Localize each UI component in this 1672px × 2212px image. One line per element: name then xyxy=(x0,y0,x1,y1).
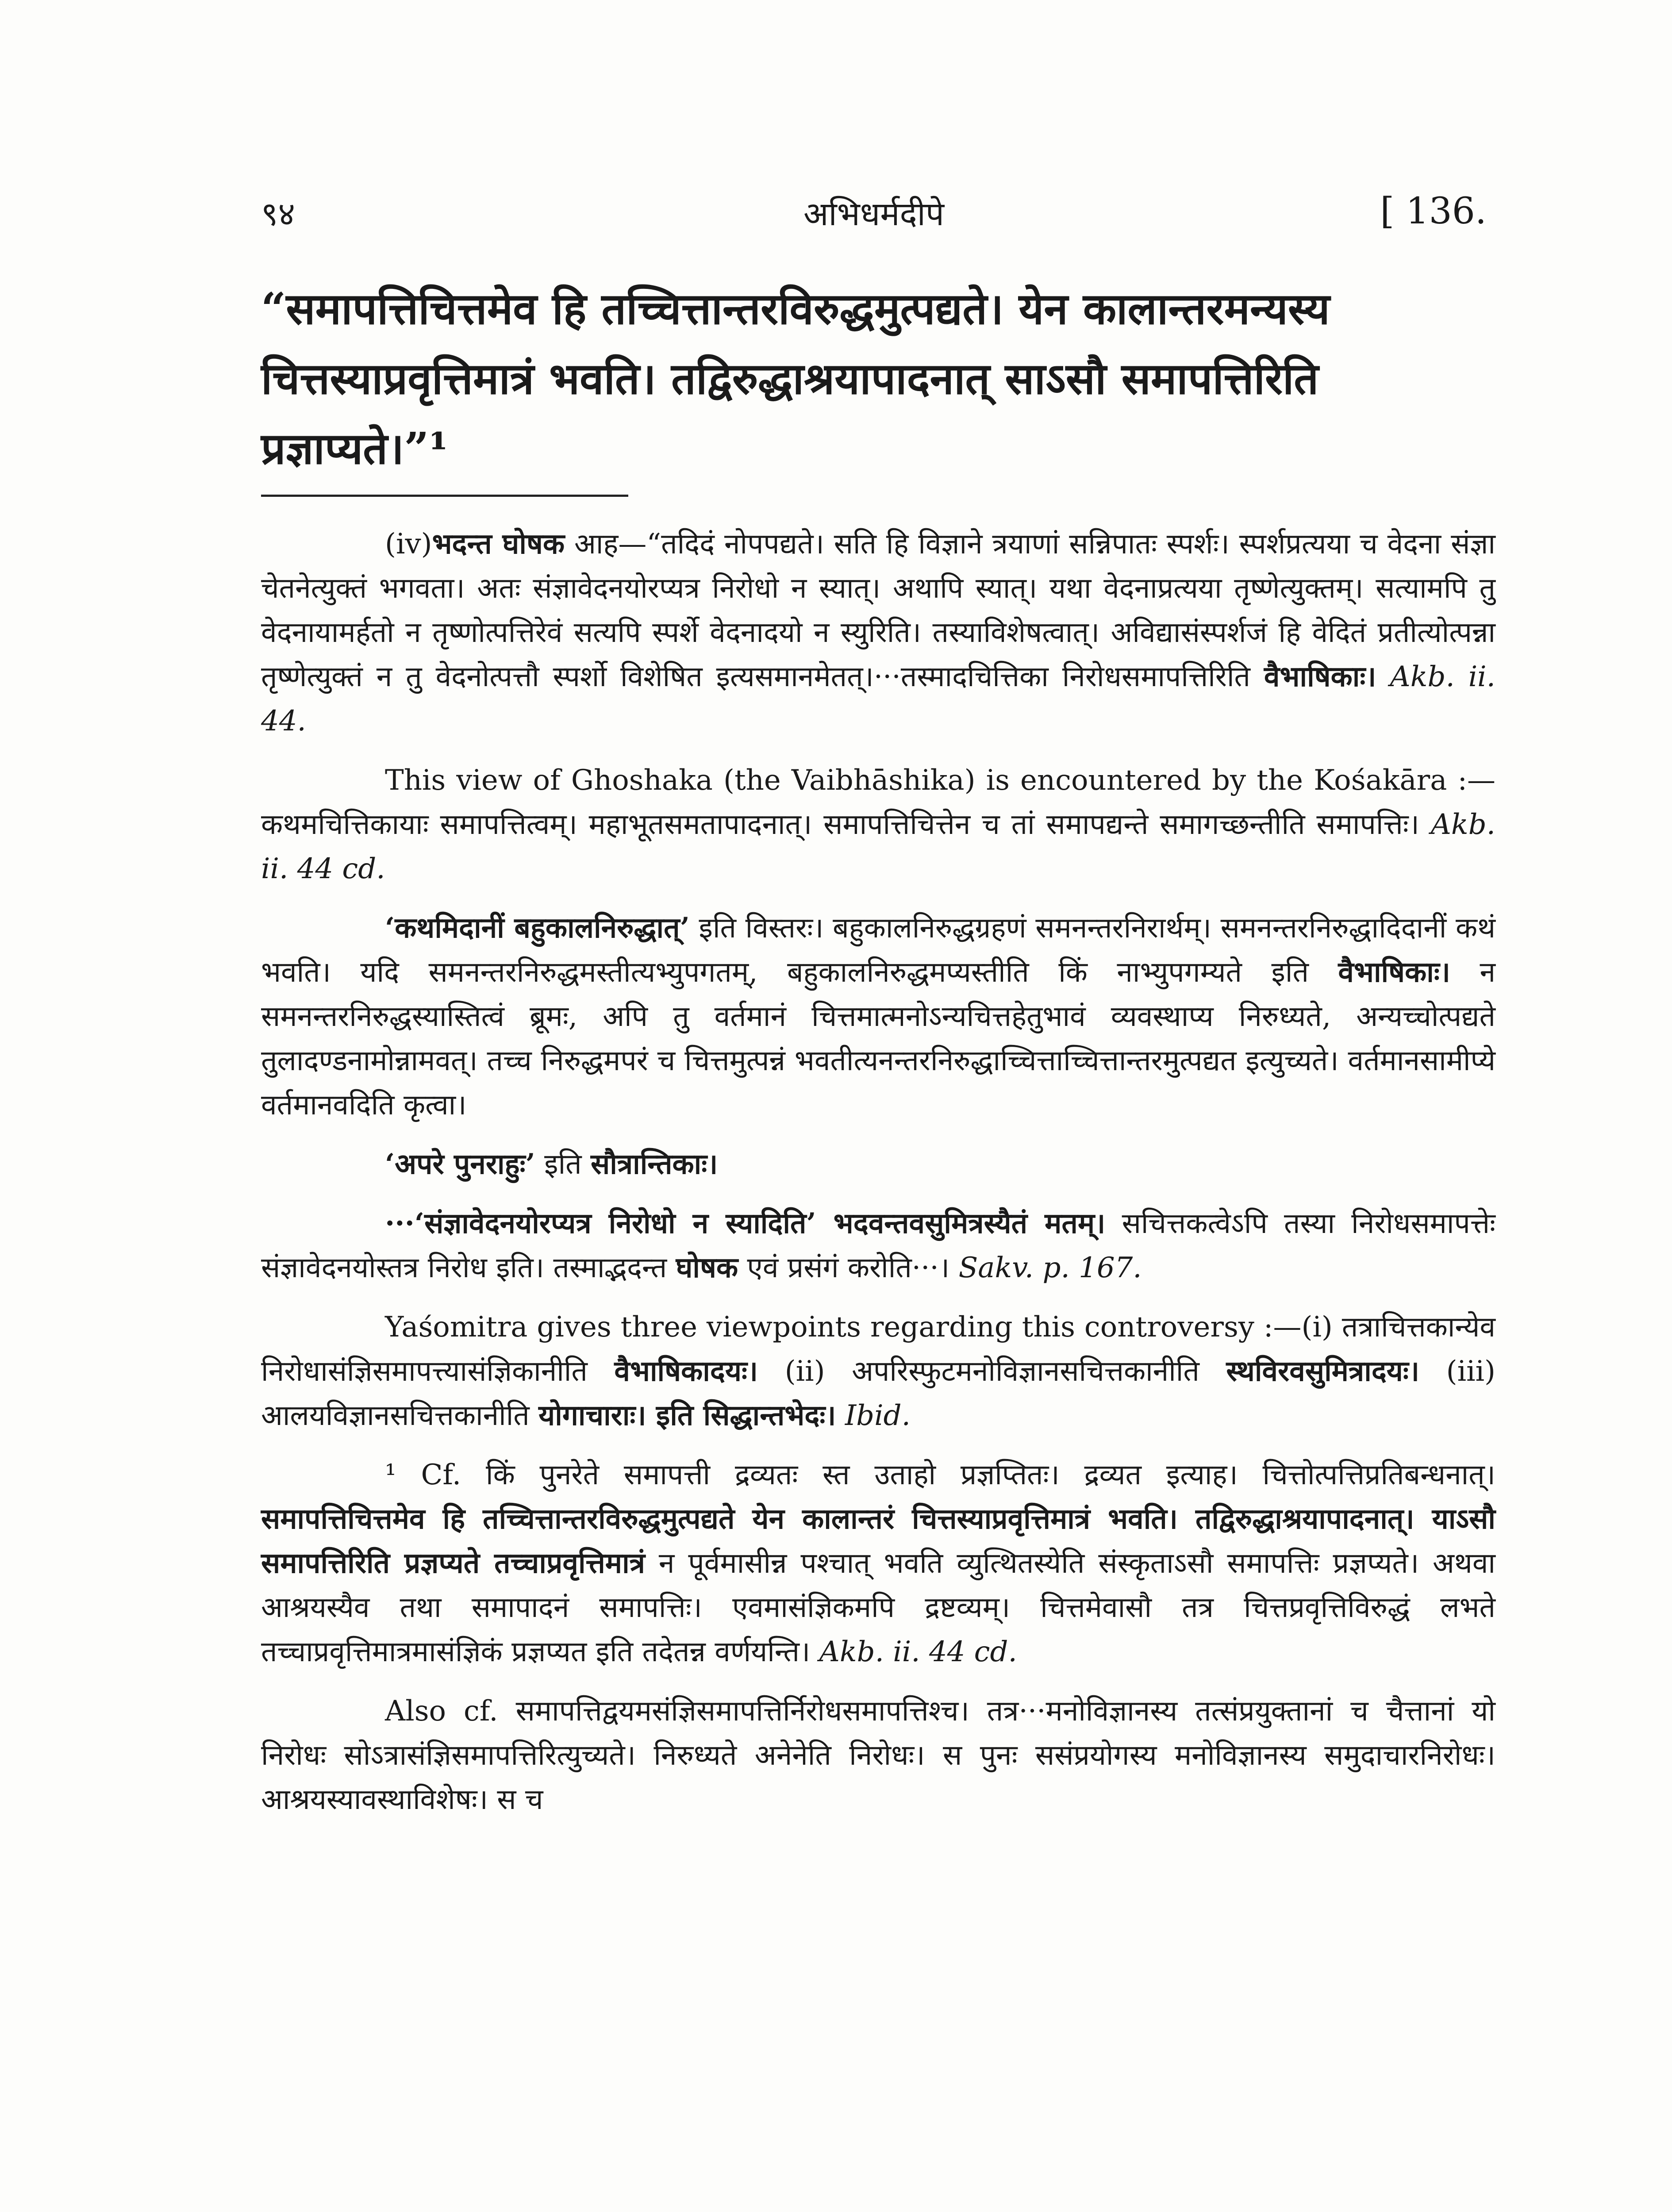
paragraph-text: एवं प्रसंगं करोति···। xyxy=(738,1252,959,1284)
ghoshaka-name: घोषक xyxy=(676,1251,738,1284)
paragraph-ghoshaka xyxy=(261,522,1495,743)
school-name: योगाचाराः। इति सिद्धान्तभेदः। xyxy=(538,1399,836,1432)
footnote-1 xyxy=(261,1453,1495,1674)
block-quote: “समापत्तिचित्तमेव हि तच्चित्तान्तरविरुद्धमुत्पद्यते। येन कालान्तरमन्यस्य चित्तस्याप्रवृत्तिमात्रं भवति। तद्विरुद्धाश्रयापादनात् साऽसौ समापत्तिरिति प्रज्ञाप्यते।”¹ xyxy=(261,284,1330,474)
body-text xyxy=(261,522,1495,1837)
citation: Akb. ii. 44 cd. xyxy=(819,1636,1017,1668)
footnote-text: ¹ Cf. किं पुनरेते समापत्ती द्रव्यतः स्त उताहो प्रज्ञप्तितः। द्रव्यत इत्याह। चित्तोत्पत्तिप्रतिबन्धनात्। xyxy=(385,1459,1495,1491)
paragraph-text: (ii) अपरिस्फुटमनोविज्ञानसचित्तकानीति xyxy=(758,1355,1226,1388)
page-header xyxy=(261,190,1487,257)
paragraph-text: इति xyxy=(535,1148,591,1181)
paragraph-text: (iii) आलयविज्ञानसचित्तकानीति xyxy=(261,1355,1496,1432)
paragraph-text: आह—“तदिदं नोपपद्यते। सति हि विज्ञाने त्रयाणां सन्निपातः स्पर्शः। स्पर्शप्रत्यया च वेदना संज्ञा चेतनेत्युक्तं भगवता। अतः संज्ञावेदनयोरप्यत्र निरोधो न स्यात्। अथापि स्यात्। यथा वेदनाप्रत्यया तृष्णेत्युक्तम्। सत्यामपि तु वेदनायामर्हतो न तृष्णोत्पत्तिरेवं सत्यपि स्पर्शे वेदनादयो न स्युरिति। तस्याविशेषत्वात्। अविद्यासंस्पर्शजं हि वेदितं प्रतीत्योत्पन्ना तृष्णेत्युक्तं न तु वेदनोत्पत्तौ स्पर्शो विशेषित इत्यसमानमेतत्।···तस्मादचित्तिका निरोधसमापत्तिरिति xyxy=(261,528,1495,693)
paragraph-text: इति विस्तरः। बहुकालनिरुद्धग्रहणं समनन्तरनिरार्थम्। समनन्तरनिरुद्धादिदानीं कथं भवति। यदि समनन्तरनिरुद्धमस्तीत्यभ्युपगतम्, बहुकालनिरुद्धमप्यस्तीति किं नाभ्युपगम्यते इति xyxy=(261,912,1495,989)
paragraph-kosakara xyxy=(261,758,1495,891)
section-number: [ 136. xyxy=(1380,190,1487,232)
paragraph-text: सचित्तकत्वेऽपि तस्या निरोधसमापत्तेः संज्ञावेदनयोस्तत्र निरोध इति। तस्माद्भदन्त xyxy=(261,1207,1495,1284)
citation: Ibid. xyxy=(845,1399,911,1432)
citation: Akb. ii. 44. xyxy=(261,661,1495,737)
quoted-phrase: ···‘संज्ञावेदनयोरप्यत्र निरोधो न स्यादिति’ भदवन्तवसुमित्रस्यैतं मतम्। xyxy=(385,1207,1106,1240)
quoted-phrase: ‘कथमिदानीं बहुकालनिरुद्धात्’ xyxy=(385,911,690,945)
school-name: वैभाषिकाः। xyxy=(1338,956,1451,989)
paragraph-apare xyxy=(261,1142,1495,1187)
citation: Akb. ii. 44 cd. xyxy=(261,808,1495,885)
bhadanta-name: भदन्त घोषक xyxy=(432,527,565,561)
school-name: वैभाषिकादयः। xyxy=(614,1355,758,1388)
school-name: सौत्रान्तिकाः। xyxy=(590,1148,718,1181)
footnote-text: Also cf. समापत्तिद्वयमसंज्ञिसमापत्तिर्निरोधसमापत्तिश्च। तत्र···मनोविज्ञानस्य तत्संप्रयुक्तानां च चैत्तानां यो निरोधः सोऽत्रासंज्ञिसमापत्तिरित्युच्यते। निरुध्यते अनेनेति निरोधः। स पुनः ससंप्रयोगस्य मनोविज्ञानस्य समुदाचारनिरोधः। आश्रयस्यावस्थाविशेषः। स च xyxy=(261,1695,1495,1816)
footnote-text: न पूर्वमासीन्न पश्चात् भवति व्युत्थितस्येति संस्कृताऽसौ समापत्तिः प्रज्ञप्यते। अथवा आश्रयस्यैव तथा समापादनं समापत्तिः। एवमासंज्ञिकमपि द्रष्टव्यम्। चित्तमेवासौ तत्र चित्तप्रवृत्तिविरुद्धं लभते तच्चाप्रवृत्तिमात्रमासंज्ञिकं प्रज्ञप्यत इति तदेतन्न वर्णयन्ति। xyxy=(261,1547,1495,1668)
footnote-divider xyxy=(261,495,628,497)
paragraph-text: न समनन्तरनिरुद्धस्यास्तित्वं ब्रूमः, अपि तु वर्तमानं चित्तमात्मनोऽन्यचित्तहेतुभावं व्यवस्थाप्य निरुध्यते, अन्यच्चोत्पद्यते तुलादण्डनामोन्नामवत्। तच्च निरुद्धमपरं च चित्तमुत्पन्नं भवतीत्यनन्तरनिरुद्धाच्चित्ताच्चित्तान्तरमुत्पद्यत इत्युच्यते। वर्तमानसामीप्ये वर्तमानवदिति कृत्वा। xyxy=(261,956,1495,1121)
paragraph-text: This view of Ghoshaka (the Vaibhāshika) is encountered by the Kośakāra :—कथमचित्तिकायाः समापत्तित्वम्। महाभूतसमतापादनात्। समापत्तिचित्तेन च तां समापद्यन्ते समागच्छन्तीति समापत्तिः। xyxy=(261,764,1495,841)
item-number: (iv) xyxy=(385,528,432,561)
school-name: वैभाषिकाः। xyxy=(1264,660,1376,693)
paragraph-vasumitra xyxy=(261,1202,1495,1290)
paragraph-bahukala xyxy=(261,906,1495,1127)
running-title: अभिधर्मदीपे xyxy=(803,195,944,233)
school-name: स्थविरवसुमित्रादयः। xyxy=(1226,1355,1420,1388)
quoted-phrase: ‘अपरे पुनराहुः’ xyxy=(385,1148,535,1181)
footnote-continuation xyxy=(261,1689,1495,1822)
paragraph-text: Yaśomitra gives three viewpoints regarding this controversy :—(i) तत्राचित्तकान्येव निरोधासंज्ञिसमापत्त्यासंज्ञिकानीति xyxy=(261,1311,1495,1388)
paragraph-yasomitra xyxy=(261,1305,1495,1438)
page-number: ९४ xyxy=(261,195,295,233)
footnote-quote: समापत्तिचित्तमेव हि तच्चित्तान्तरविरुद्धमुत्पद्यते येन कालान्तरं चित्तस्याप्रवृत्तिमात्रं भवति। तद्विरुद्धाश्रयापादनात्। याऽसौ समापत्तिरिति प्रज्ञप्यते तच्चाप्रवृत्तिमात्रं xyxy=(261,1502,1495,1580)
citation: Sakv. p. 167. xyxy=(958,1252,1142,1284)
